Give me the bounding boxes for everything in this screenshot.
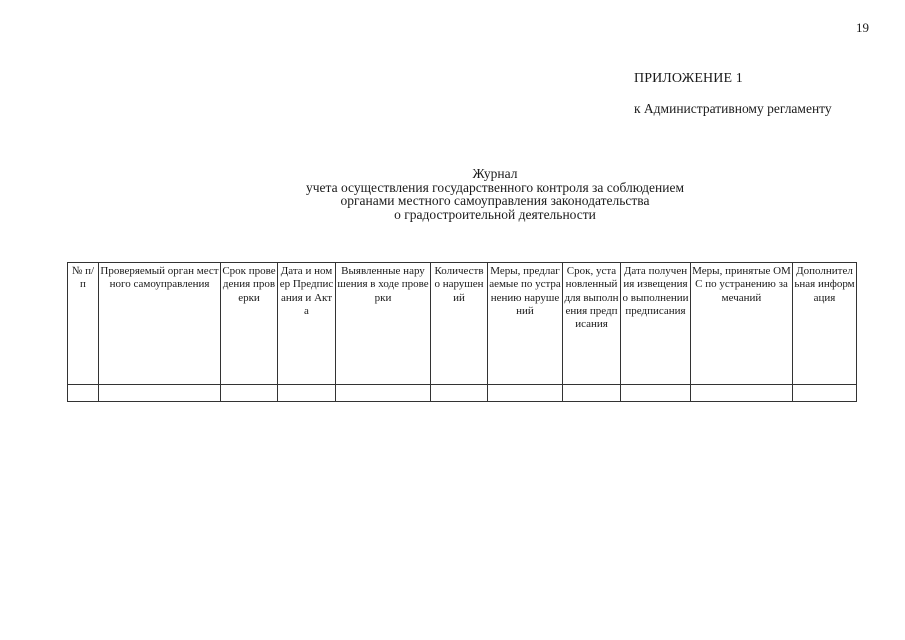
journal-title-line: учета осуществления государственного контроля за соблюдением: [305, 179, 684, 195]
table-header-row: [68, 263, 857, 385]
table-cell: [336, 385, 431, 402]
column-header-additional-info: Дополнительная информация: [793, 263, 857, 385]
table-cell: [431, 385, 488, 402]
table-row: [68, 385, 857, 402]
column-header-order-date-number: Дата и номер Предписания и Акта: [278, 263, 336, 385]
column-header-inspected-body: Проверяемый орган местного самоуправления: [99, 263, 221, 385]
column-header-number: № п/п: [68, 263, 99, 385]
journal-title-line: о градостроительной деятельности: [394, 206, 596, 222]
table-cell: [793, 385, 857, 402]
column-header-violations-found: Выявленные нарушения в ходе проверки: [336, 263, 431, 385]
column-header-proposed-measures: Меры, предлагаемые по устранению нарушений: [488, 263, 563, 385]
table-cell: [563, 385, 621, 402]
table-cell: [278, 385, 336, 402]
appendix-title: ПРИЛОЖЕНИЕ 1: [634, 71, 743, 86]
table-cell: [621, 385, 691, 402]
journal-title-line: органами местного самоуправления законодательства: [340, 193, 650, 208]
page-number: 19: [856, 20, 869, 35]
table-cell: [488, 385, 563, 402]
appendix-subtitle: к Административному регламенту: [634, 101, 832, 116]
table-cell: [691, 385, 793, 402]
table-cell: [99, 385, 221, 402]
journal-title-line: Журнал: [472, 166, 518, 181]
column-header-deadline: Срок, установленный для выполнения предписания: [563, 263, 621, 385]
column-header-notification-date: Дата получения извещения о выполнении предписания: [621, 263, 691, 385]
column-header-inspection-period: Срок проведения проверки: [221, 263, 278, 385]
table-cell: [221, 385, 278, 402]
journal-title: [215, 167, 775, 221]
journal-table: [67, 262, 857, 402]
column-header-violation-count: Количество нарушений: [431, 263, 488, 385]
column-header-measures-taken: Меры, принятые ОМС по устранению замечаний: [691, 263, 793, 385]
table-cell: [68, 385, 99, 402]
